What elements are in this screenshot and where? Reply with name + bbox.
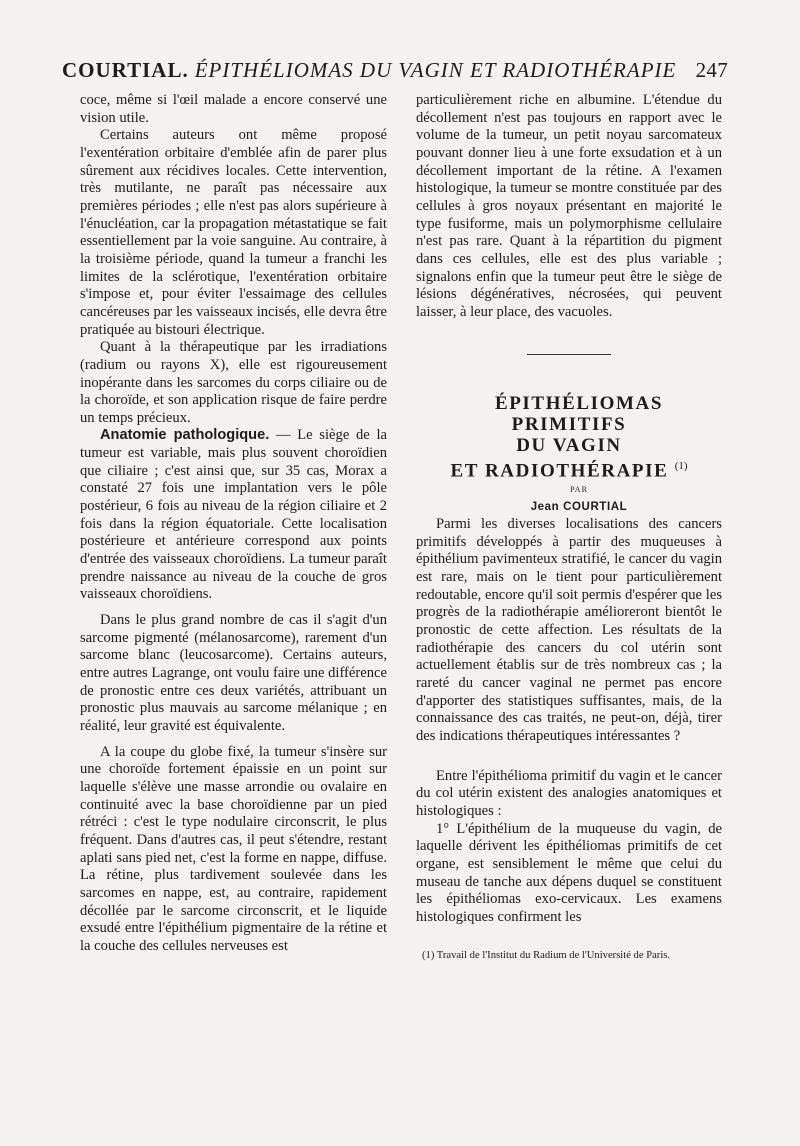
- section-heading: Anatomie pathologique.: [100, 427, 270, 444]
- by-label: PAR: [570, 484, 588, 494]
- footnote-marker: (1): [674, 459, 688, 472]
- section-paragraph: [80, 427, 387, 604]
- left-column: [80, 92, 387, 956]
- running-head-author: COURTIAL.: [62, 58, 189, 82]
- section-divider: [527, 354, 611, 355]
- article-title-line: ET RADIOTHÉRAPIE: [450, 459, 669, 481]
- right-column: [416, 92, 722, 962]
- paragraph: Parmi les diverses localisations des cancers primitifs développés à partir des muqueuses à épithélium pavimenteux stratifié, le cancer du vagin est rare, mais on le tient pour particulièrement redoutable, encore qu'il soit permis d'espérer que les progrès de la radiothérapie amélioreront bientôt le pronostic de cette affection. Les résultats de la radiothérapie des cancers du col utérin sont actuellement établis sur de très nombreux cas ; la rareté du cancer vaginal ne permet pas encore d'apporter des statistiques suffisantes, mais, de la connaissance des cas traités, ne peut-on, déjà, tirer des indications thérapeutiques intéressantes ?: [416, 516, 722, 745]
- footnote: [416, 949, 722, 962]
- page-number: 247: [695, 58, 728, 82]
- article-title-line: DU VAGIN: [516, 434, 622, 456]
- paragraph: Dans le plus grand nombre de cas il s'agit d'un sarcome pigmenté (mélanosarcome), rarement d'un sarcome blanc (leucosarcome). Certains auteurs, entre autres Lagrange, ont voulu faire une différence de pronostic entre ces deux variétés, attribuant un pronostic plus mauvais au sarcome mélanique ; en réalité, leur gravité est équivalente.: [80, 612, 387, 734]
- paragraph: Certains auteurs ont même proposé l'exentération orbitaire d'emblée afin de parer plus sûrement aux récidives locales. Cette intervention, très mutilante, ne paraît pas nécessaire aux premières périodes ; elle n'est pas alors supérieure à l'énucléation, car la propagation métastatique se fait essentiellement par la voie sanguine. Au contraire, à la troisième période, quand la tumeur a franchi les limites de la sclérotique, l'exentération orbitaire s'impose et, pour éviter l'essaimage des cellules cancéreuses par les vaisseaux incisés, elle devra être pratiquée au bistouri électrique.: [80, 127, 387, 338]
- author-name: Jean COURTIAL: [530, 500, 628, 513]
- paragraph: coce, même si l'œil malade a encore conservé une vision utile.: [80, 92, 387, 126]
- article-title-line: ÉPITHÉLIOMAS PRIMITIFS: [494, 392, 664, 435]
- paragraph: Quant à la thérapeutique par les irradiations (radium ou rayons X), elle est rigoureusement inopérante dans les sarcomes du corps ciliaire ou de la choroïde, et son application risque de faire perdre un temps précieux.: [80, 339, 387, 426]
- running-head: [62, 58, 728, 83]
- author-byline: [416, 499, 722, 517]
- paragraph: 1° L'épithélium de la muqueuse du vagin, de laquelle dérivent les épithéliomas primitifs de cet organe, est sensiblement le même que celui du museau de tanche aux dépens duquel se constituent les épithéliomas exo-cervicaux. Les examens histologiques confirment les: [416, 820, 722, 925]
- running-head-title: ÉPITHÉLIOMAS DU VAGIN ET RADIOTHÉRAPIE: [194, 58, 677, 82]
- paragraph: A la coupe du globe fixé, la tumeur s'insère sur une choroïde fortement épaissie en un point sur laquelle s'élève une masse arrondie ou ovalaire en continuité avec la base choroïdienne par un pied rétréci : c'est le type nodulaire circonscrit, le plus fréquent. Dans d'autres cas, il peut s'étendre, restant aplati sans pied net, c'est la forme en nappe, diffuse. La rétine, plus tardivement soulevée dans les sarcomes en nappe, est, au contraire, rapidement décollée par le sarcome circonscrit, et le liquide exsudé entre l'épithélium pigmentaire de la rétine et la couche des cellules nerveuses est: [80, 743, 387, 954]
- article-title: [416, 393, 722, 481]
- paragraph: particulièrement riche en albumine. L'étendue du décollement n'est pas toujours en rapport avec le volume de la tumeur, un petit noyau sarcomateux pouvant donner lieu à une forte exsudation et à un décollement important de la rétine. A l'examen histologique, la tumeur se montre constituée par des cellules à gros noyaux présentant en majorité le type fusiforme, mais un polymorphisme cellulaire n'est pas rare. Quant à la répartition du pigment dans ces cellules, elle est des plus variable ; signalons enfin que la tumeur peut être le siège de lésions dégénératives, nécrosées, qui peuvent laisser, à leur place, des vacuoles.: [416, 92, 722, 320]
- paragraph-text: — Le siège de la tumeur est variable, mais plus souvent choroïdien que ciliaire ; c'est ainsi que, sur 35 cas, Morax a constaté 27 fois une implantation vers le pôle postérieur, 6 fois au niveau de la région ciliaire et 2 fois dans la région équatoriale. Cette localisation postérieure et antérieure correspond aux points d'entrée des vaisseaux choroïdiens. La tumeur paraît prendre naissance au niveau de la couche de gros vaisseaux choroïdiens.: [80, 427, 387, 603]
- paragraph: Entre l'épithélioma primitif du vagin et le cancer du col utérin existent des analogies anatomiques et histologiques :: [416, 767, 722, 820]
- footnote-text: (1) Travail de l'Institut du Radium de l'Université de Paris.: [422, 949, 671, 961]
